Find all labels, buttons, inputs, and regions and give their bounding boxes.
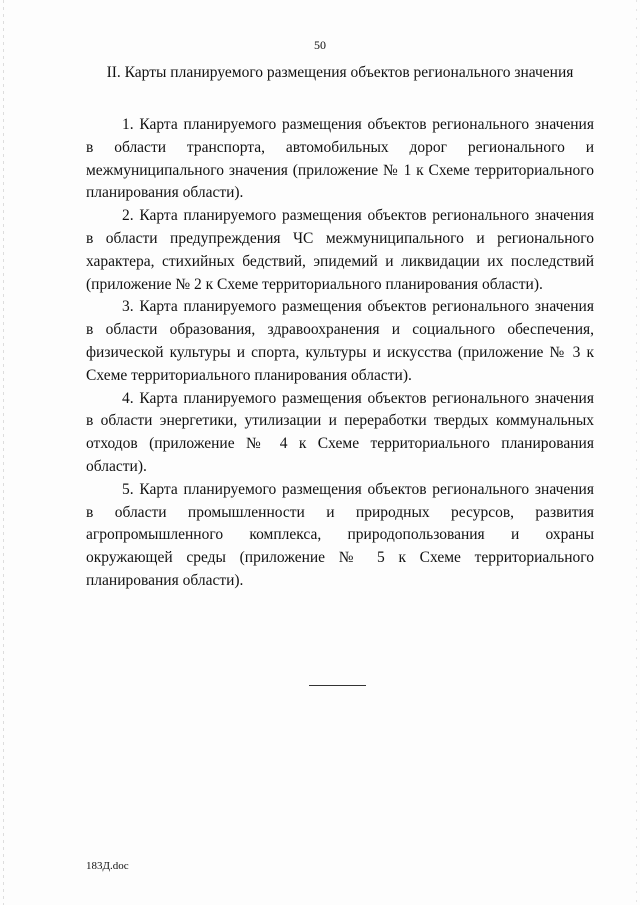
footer-file-name: 183Д.doc (86, 860, 129, 872)
paragraph-1: 1. Карта планируемого размещения объектов регионального значения в области транспорта, автомобильных дорог регионального и межмуниципального значения (приложение № 1 к Схеме территориального планирования области). (86, 116, 594, 202)
scan-edge-right (636, 0, 637, 905)
page-number: 50 (314, 38, 326, 52)
paragraph-3: 3. Карта планируемого размещения объектов регионального значения в области образования, здравоохранения и социального обеспечения, физической культуры и спорта, культуры и искусства (приложение № 3 к Схеме территориального планирования области). (86, 298, 594, 384)
scan-edge-left (3, 0, 4, 905)
separator-line (309, 685, 366, 686)
paragraph-2: 2. Карта планируемого размещения объектов регионального значения в области предупреждения ЧС межмуниципального и регионального характера, стихийных бедствий, эпидемий и ликвидации их последствий (приложение № 2 к Схеме территориального планирования области). (86, 207, 594, 293)
paragraph-4: 4. Карта планируемого размещения объектов регионального значения в области энергетики, утилизации и переработки твердых коммунальных отходов (приложение № 4 к Схеме территориального планирования области). (86, 389, 594, 475)
paragraph-5: 5. Карта планируемого размещения объектов регионального значения в области промышленности и природных ресурсов, развития агропромышленного комплекса, природопользования и охраны окружающей среды (приложение № 5 к Схеме территориального планирования области). (86, 480, 594, 589)
section-title: II. Карты планируемого размещения объектов регионального значения (106, 64, 574, 81)
body-text (86, 114, 594, 593)
